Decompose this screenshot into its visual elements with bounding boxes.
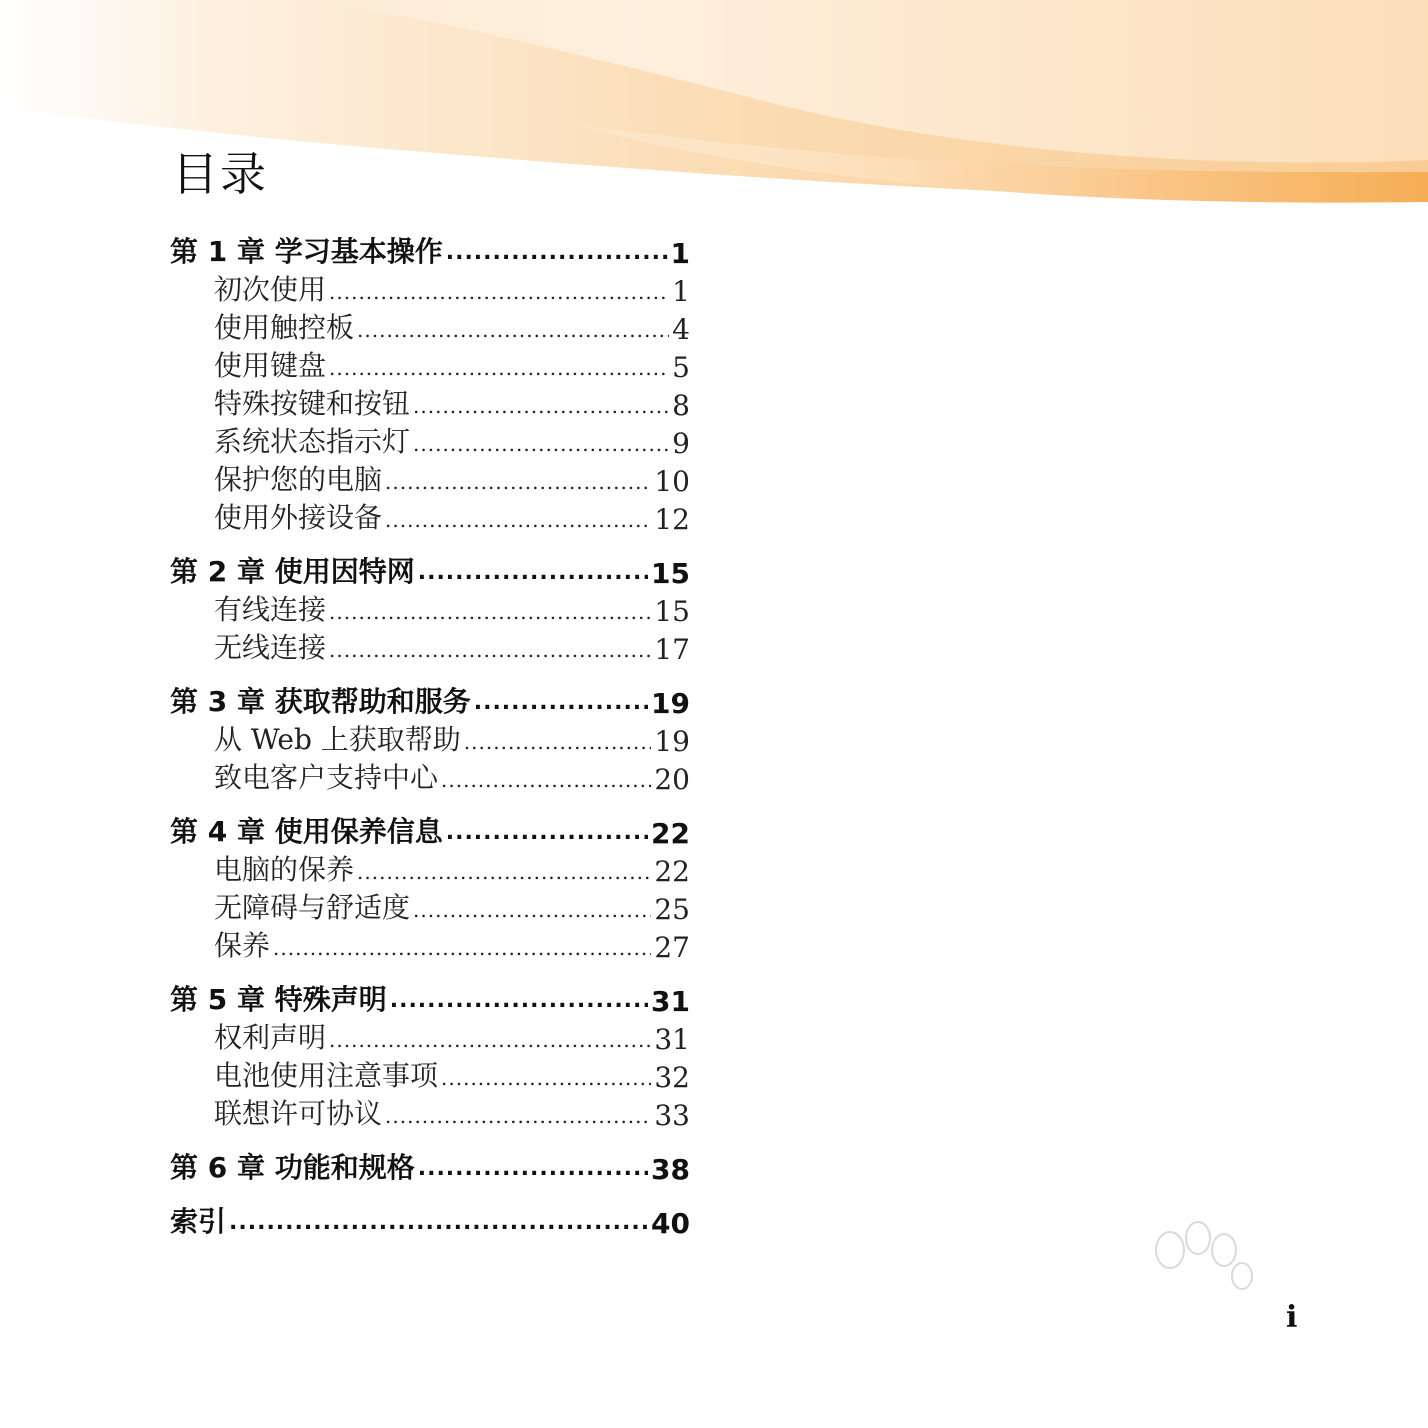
table-of-contents xyxy=(170,228,690,1240)
section-title: 无障碍与舒适度 xyxy=(214,891,411,924)
section-title: 无线连接 xyxy=(214,631,327,664)
toc-section-entry[interactable] xyxy=(170,460,690,498)
toc-chapter-entry[interactable] xyxy=(170,1198,690,1240)
toc-section-entry[interactable] xyxy=(170,1018,690,1056)
dot-leader xyxy=(446,822,648,850)
dot-leader xyxy=(464,732,652,758)
section-page: 5 xyxy=(672,351,690,384)
dot-leader xyxy=(273,938,651,964)
dot-leader xyxy=(329,602,651,628)
section-page: 10 xyxy=(654,465,690,498)
chapter-page: 40 xyxy=(651,1207,690,1240)
chapter-page: 15 xyxy=(651,557,690,590)
dot-leader xyxy=(441,770,651,796)
dot-leader xyxy=(329,282,669,308)
toc-section-entry[interactable] xyxy=(170,720,690,758)
section-title: 权利声明 xyxy=(214,1021,327,1054)
chapter-page: 31 xyxy=(651,985,690,1018)
toc-chapter-entry[interactable] xyxy=(170,976,690,1018)
toc-section-entry[interactable] xyxy=(170,888,690,926)
section-title: 初次使用 xyxy=(214,273,327,306)
page-number: i xyxy=(1286,1300,1298,1335)
chapter-page: 22 xyxy=(651,817,690,850)
chapter-title: 第 4 章 使用保养信息 xyxy=(170,815,443,848)
dot-leader xyxy=(418,562,648,590)
section-page: 32 xyxy=(654,1061,690,1094)
toc-section-entry[interactable] xyxy=(170,758,690,796)
section-title: 使用外接设备 xyxy=(214,501,383,534)
section-page: 1 xyxy=(672,275,690,308)
dot-leader xyxy=(413,434,669,460)
dot-leader xyxy=(385,472,651,498)
dot-leader xyxy=(474,692,648,720)
chapter-title: 第 5 章 特殊声明 xyxy=(170,983,387,1016)
dot-leader xyxy=(413,900,651,926)
chapter-title: 第 1 章 学习基本操作 xyxy=(170,235,443,268)
toc-section-entry[interactable] xyxy=(170,270,690,308)
toc-section-entry[interactable] xyxy=(170,498,690,536)
section-page: 4 xyxy=(672,313,690,346)
chapter-page: 19 xyxy=(651,687,690,720)
dot-leader xyxy=(441,1068,651,1094)
chapter-title: 索引 xyxy=(170,1205,227,1238)
dot-leader xyxy=(390,990,648,1018)
section-page: 15 xyxy=(654,595,690,628)
section-title: 使用触控板 xyxy=(214,311,355,344)
dot-leader xyxy=(413,396,669,422)
toc-chapter-entry[interactable] xyxy=(170,808,690,850)
section-page: 33 xyxy=(654,1099,690,1132)
chapter-page: 38 xyxy=(651,1153,690,1186)
section-title: 从 Web 上获取帮助 xyxy=(214,723,461,756)
section-page: 9 xyxy=(672,427,690,460)
chapter-title: 第 6 章 功能和规格 xyxy=(170,1151,415,1184)
page-title: 目录 xyxy=(172,147,268,201)
section-title: 有线连接 xyxy=(214,593,327,626)
chapter-title: 第 2 章 使用因特网 xyxy=(170,555,415,588)
toc-section-entry[interactable] xyxy=(170,308,690,346)
section-title: 系统状态指示灯 xyxy=(214,425,411,458)
chapter-title: 第 3 章 获取帮助和服务 xyxy=(170,685,471,718)
baidu-watermark-logo xyxy=(1010,1210,1350,1380)
section-page: 31 xyxy=(654,1023,690,1056)
toc-section-entry[interactable] xyxy=(170,628,690,666)
section-page: 8 xyxy=(672,389,690,422)
section-page: 27 xyxy=(654,931,690,964)
section-title: 使用键盘 xyxy=(214,349,327,382)
section-page: 25 xyxy=(654,893,690,926)
section-title: 电脑的保养 xyxy=(214,853,355,886)
toc-chapter-entry[interactable] xyxy=(170,678,690,720)
toc-chapter-entry[interactable] xyxy=(170,548,690,590)
toc-section-entry[interactable] xyxy=(170,422,690,460)
section-page: 20 xyxy=(654,763,690,796)
toc-section-entry[interactable] xyxy=(170,384,690,422)
section-page: 17 xyxy=(654,633,690,666)
dot-leader xyxy=(357,320,669,346)
section-page: 12 xyxy=(654,503,690,536)
dot-leader xyxy=(329,358,669,384)
section-page: 22 xyxy=(654,855,690,888)
section-title: 电池使用注意事项 xyxy=(214,1059,439,1092)
dot-leader xyxy=(385,1106,651,1132)
toc-chapter-entry[interactable] xyxy=(170,1144,690,1186)
toc-section-entry[interactable] xyxy=(170,346,690,384)
toc-section-entry[interactable] xyxy=(170,1094,690,1132)
dot-leader xyxy=(446,242,668,270)
dot-leader xyxy=(418,1158,648,1186)
section-title: 联想许可协议 xyxy=(214,1097,383,1130)
toc-section-entry[interactable] xyxy=(170,590,690,628)
section-title: 特殊按键和按钮 xyxy=(214,387,411,420)
dot-leader xyxy=(229,1212,648,1240)
section-page: 19 xyxy=(654,725,690,758)
toc-section-entry[interactable] xyxy=(170,850,690,888)
toc-section-entry[interactable] xyxy=(170,1056,690,1094)
dot-leader xyxy=(329,1030,651,1056)
section-title: 保养 xyxy=(214,929,271,962)
section-title: 保护您的电脑 xyxy=(214,463,383,496)
dot-leader xyxy=(385,510,651,536)
dot-leader xyxy=(329,640,651,666)
dot-leader xyxy=(357,862,651,888)
toc-section-entry[interactable] xyxy=(170,926,690,964)
chapter-page: 1 xyxy=(670,237,690,270)
toc-chapter-entry[interactable] xyxy=(170,228,690,270)
section-title: 致电客户支持中心 xyxy=(214,761,439,794)
